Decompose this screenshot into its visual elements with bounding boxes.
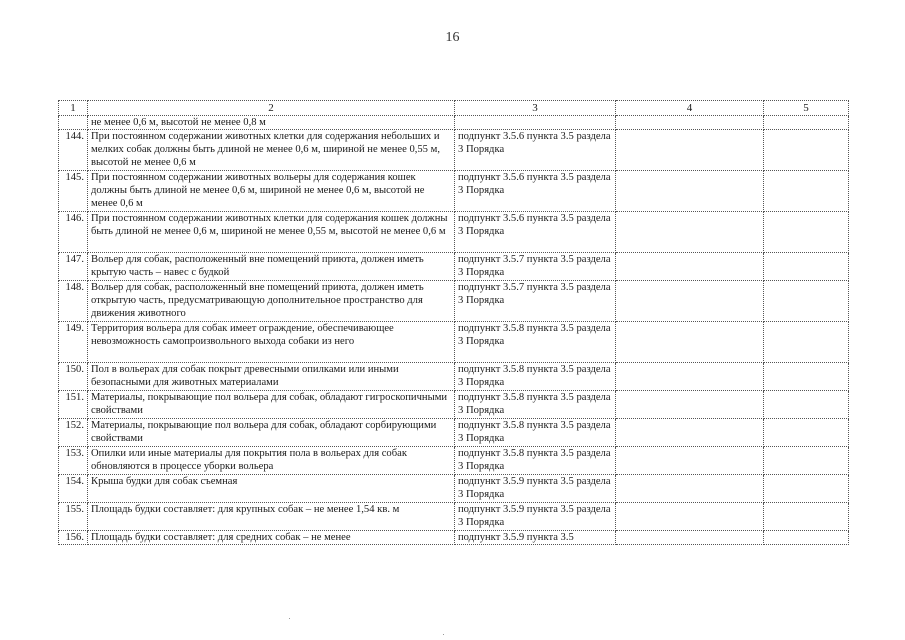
answer-cell xyxy=(616,503,764,531)
table-row xyxy=(59,475,849,503)
table-row xyxy=(59,253,849,281)
requirement-text: При постоянном содержании животных вольеры для содержания кошек должны быть длиной не менее 0,6 м, шириной не менее 0,6 м, высотой не менее 0,6 м xyxy=(88,171,455,212)
row-number: 147. xyxy=(59,253,88,281)
table-row xyxy=(59,391,849,419)
note-cell xyxy=(764,281,849,322)
row-number: 144. xyxy=(59,130,88,171)
page-number: 16 xyxy=(445,30,460,45)
legal-reference: подпункт 3.5.8 пункта 3.5 раздела 3 Порядка xyxy=(455,363,616,391)
table-row xyxy=(59,281,849,322)
row-number: 152. xyxy=(59,419,88,447)
requirement-text: Пол в вольерах для собак покрыт древесными опилками или иными безопасными для животных материалами xyxy=(88,363,455,391)
legal-reference: подпункт 3.5.9 пункта 3.5 xyxy=(455,531,616,545)
note-cell xyxy=(764,322,849,363)
answer-cell xyxy=(616,391,764,419)
legal-reference xyxy=(455,116,616,130)
table-row xyxy=(59,171,849,212)
answer-cell xyxy=(616,447,764,475)
answer-cell xyxy=(616,322,764,363)
column-header: 2 xyxy=(88,101,455,116)
checklist-table xyxy=(58,100,849,545)
table-row xyxy=(59,503,849,531)
requirement-text: При постоянном содержании животных клетки для содержания небольших и мелких собак должны быть длиной не менее 0,6 м, шириной не менее 0,55 м, высотой не менее 0,6 м xyxy=(88,130,455,171)
row-number: 153. xyxy=(59,447,88,475)
legal-reference: подпункт 3.5.6 пункта 3.5 раздела 3 Порядка xyxy=(455,130,616,171)
note-cell xyxy=(764,130,849,171)
answer-cell xyxy=(616,253,764,281)
answer-cell xyxy=(616,363,764,391)
requirement-text: При постоянном содержании животных клетки для содержания кошек должны быть длиной не менее 0,6 м, шириной не менее 0,55 м, высотой не менее 0,6 м xyxy=(88,212,455,253)
row-number: 151. xyxy=(59,391,88,419)
column-header: 3 xyxy=(455,101,616,116)
legal-reference: подпункт 3.5.7 пункта 3.5 раздела 3 Порядка xyxy=(455,281,616,322)
legal-reference: подпункт 3.5.6 пункта 3.5 раздела 3 Порядка xyxy=(455,171,616,212)
row-number: 155. xyxy=(59,503,88,531)
answer-cell xyxy=(616,212,764,253)
column-header: 5 xyxy=(764,101,849,116)
requirement-text: Вольер для собак, расположенный вне помещений приюта, должен иметь крытую часть – навес с будкой xyxy=(88,253,455,281)
requirement-text: Опилки или иные материалы для покрытия пола в вольерах для собак обновляются в процессе уборки вольера xyxy=(88,447,455,475)
note-cell xyxy=(764,391,849,419)
note-cell xyxy=(764,419,849,447)
row-number: 150. xyxy=(59,363,88,391)
continuation-row xyxy=(59,116,849,130)
table-row xyxy=(59,322,849,363)
answer-cell xyxy=(616,130,764,171)
requirement-text: Вольер для собак, расположенный вне помещений приюта, должен иметь открытую часть, предусматривающую дополнительное пространство для движения животного xyxy=(88,281,455,322)
row-number: 154. xyxy=(59,475,88,503)
row-number xyxy=(59,116,88,130)
note-cell xyxy=(764,363,849,391)
legal-reference: подпункт 3.5.8 пункта 3.5 раздела 3 Порядка xyxy=(455,419,616,447)
column-header: 4 xyxy=(616,101,764,116)
legal-reference: подпункт 3.5.7 пункта 3.5 раздела 3 Порядка xyxy=(455,253,616,281)
scan-speck xyxy=(443,634,444,635)
legal-reference: подпункт 3.5.6 пункта 3.5 раздела 3 Порядка xyxy=(455,212,616,253)
note-cell xyxy=(764,212,849,253)
row-number: 156. xyxy=(59,531,88,545)
legal-reference: подпункт 3.5.9 пункта 3.5 раздела 3 Порядка xyxy=(455,503,616,531)
header-row xyxy=(59,101,849,116)
note-cell xyxy=(764,253,849,281)
row-number: 149. xyxy=(59,322,88,363)
table-row xyxy=(59,531,849,545)
row-number: 148. xyxy=(59,281,88,322)
table-row xyxy=(59,419,849,447)
note-cell xyxy=(764,475,849,503)
answer-cell xyxy=(616,116,764,130)
legal-reference: подпункт 3.5.8 пункта 3.5 раздела 3 Порядка xyxy=(455,447,616,475)
requirement-text: Площадь будки составляет: для крупных собак – не менее 1,54 кв. м xyxy=(88,503,455,531)
legal-reference: подпункт 3.5.9 пункта 3.5 раздела 3 Порядка xyxy=(455,475,616,503)
requirement-text: Территория вольера для собак имеет ограждение, обеспечивающее невозможность самопроизвольного выхода собаки из него xyxy=(88,322,455,363)
answer-cell xyxy=(616,419,764,447)
column-header: 1 xyxy=(59,101,88,116)
note-cell xyxy=(764,116,849,130)
legal-reference: подпункт 3.5.8 пункта 3.5 раздела 3 Порядка xyxy=(455,322,616,363)
row-number: 146. xyxy=(59,212,88,253)
requirement-text: Крыша будки для собак съемная xyxy=(88,475,455,503)
note-cell xyxy=(764,531,849,545)
row-number: 145. xyxy=(59,171,88,212)
note-cell xyxy=(764,503,849,531)
answer-cell xyxy=(616,171,764,212)
answer-cell xyxy=(616,531,764,545)
requirement-text: Материалы, покрывающие пол вольера для собак, обладают сорбирующими свойствами xyxy=(88,419,455,447)
note-cell xyxy=(764,171,849,212)
requirement-text: Материалы, покрывающие пол вольера для собак, обладают гигроскопичными свойствами xyxy=(88,391,455,419)
scan-speck xyxy=(289,618,290,619)
table-row xyxy=(59,212,849,253)
table-row xyxy=(59,130,849,171)
requirement-text: Площадь будки составляет: для средних собак – не менее xyxy=(88,531,455,545)
table-row xyxy=(59,447,849,475)
legal-reference: подпункт 3.5.8 пункта 3.5 раздела 3 Порядка xyxy=(455,391,616,419)
answer-cell xyxy=(616,281,764,322)
answer-cell xyxy=(616,475,764,503)
note-cell xyxy=(764,447,849,475)
table-row xyxy=(59,363,849,391)
requirement-text: не менее 0,6 м, высотой не менее 0,8 м xyxy=(88,116,455,130)
